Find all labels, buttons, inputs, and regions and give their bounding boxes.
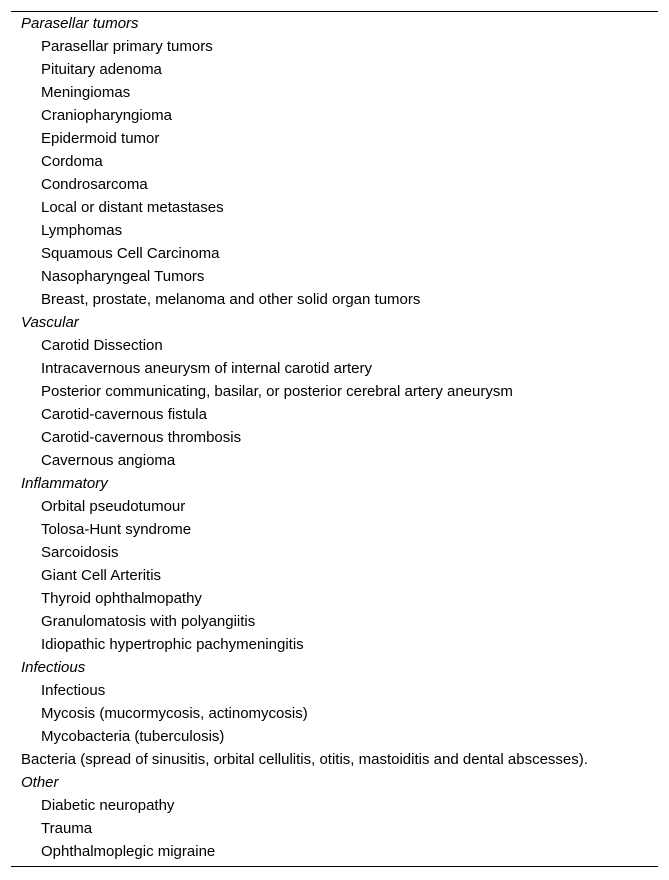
- table-row: Giant Cell Arteritis: [41, 567, 162, 584]
- table-row: Meningiomas: [41, 84, 131, 101]
- table-row: Granulomatosis with polyangiitis: [41, 613, 256, 630]
- table-row: Posterior communicating, basilar, or posterior cerebral artery aneurysm: [41, 383, 513, 400]
- table-row: Carotid-cavernous thrombosis: [41, 429, 242, 446]
- category-heading: Vascular: [21, 314, 79, 331]
- table-row: Orbital pseudotumour: [41, 498, 186, 515]
- table-row: Cavernous angioma: [41, 452, 176, 469]
- table-row: Intracavernous aneurysm of internal carotid artery: [41, 360, 372, 377]
- table-row: Breast, prostate, melanoma and other solid organ tumors: [41, 291, 421, 308]
- differential-diagnosis-table: [11, 11, 658, 867]
- table-row: Condrosarcoma: [41, 176, 148, 193]
- table-row: Bacteria (spread of sinusitis, orbital cellulitis, otitis, mastoiditis and dental abscesses).: [21, 751, 588, 768]
- table-row: Mycosis (mucormycosis, actinomycosis): [41, 705, 308, 722]
- table-row: Idiopathic hypertrophic pachymeningitis: [41, 636, 304, 653]
- table-row: Ophthalmoplegic migraine: [41, 843, 216, 860]
- category-heading: Infectious: [21, 659, 86, 676]
- table-row: Sarcoidosis: [41, 544, 119, 561]
- table-row: Carotid Dissection: [41, 337, 163, 354]
- table-row: Thyroid ophthalmopathy: [41, 590, 202, 607]
- category-heading: Parasellar tumors: [21, 15, 139, 32]
- table-row: Craniopharyngioma: [41, 107, 172, 124]
- table-row: Pituitary adenoma: [41, 61, 162, 78]
- table-row: Carotid-cavernous fistula: [41, 406, 207, 423]
- table-row: Infectious: [41, 682, 106, 699]
- table-row: Squamous Cell Carcinoma: [41, 245, 220, 262]
- table-row: Tolosa-Hunt syndrome: [41, 521, 192, 538]
- category-heading: Other: [21, 774, 59, 791]
- table-row: Trauma: [41, 820, 93, 837]
- table-row: Lymphomas: [41, 222, 123, 239]
- table-row: Nasopharyngeal Tumors: [41, 268, 205, 285]
- table-row: Epidermoid tumor: [41, 130, 160, 147]
- category-heading: Inflammatory: [21, 475, 108, 492]
- table-row: Diabetic neuropathy: [41, 797, 175, 814]
- table-row: Local or distant metastases: [41, 199, 224, 216]
- table-row: Cordoma: [41, 153, 103, 170]
- table-row: Parasellar primary tumors: [41, 38, 213, 55]
- table-row: Mycobacteria (tuberculosis): [41, 728, 225, 745]
